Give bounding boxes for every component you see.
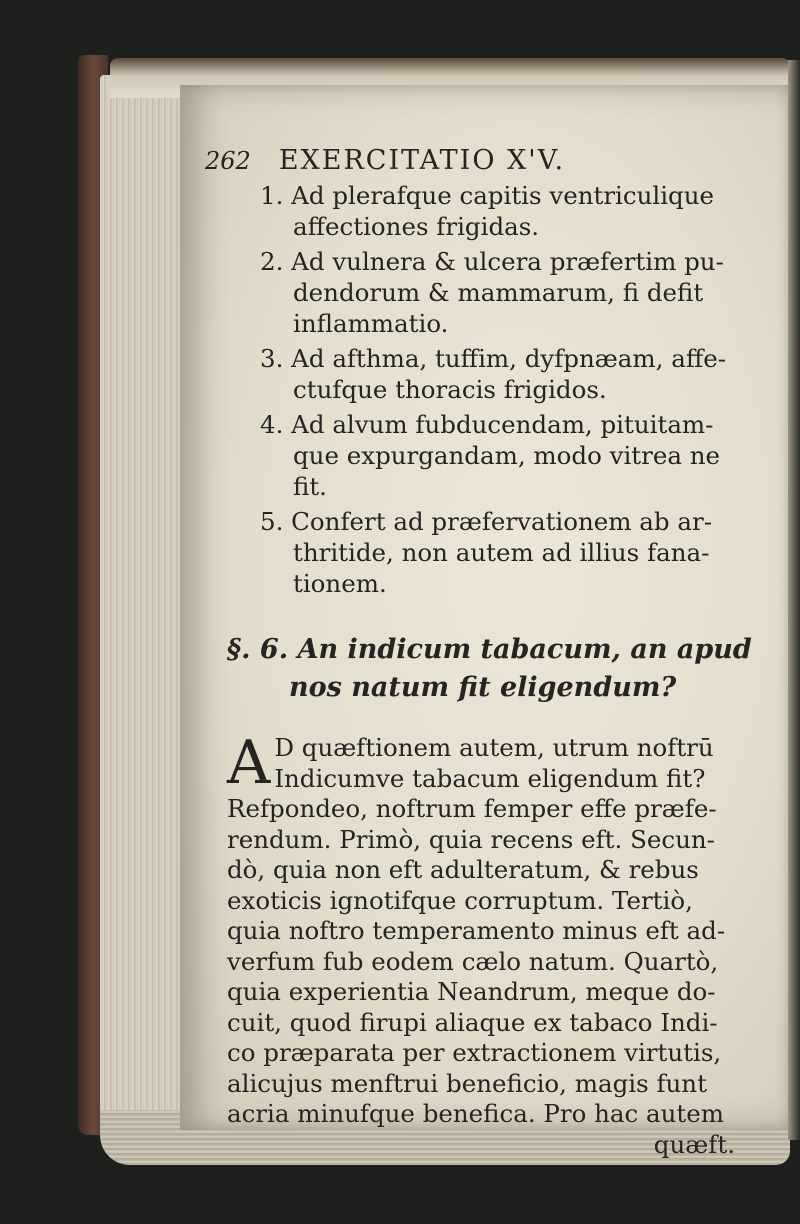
paragraph-line: cuit, quod firupi aliaque ex tabaco Indi- [227, 1007, 718, 1037]
paragraph-line: rendum. Primò, quia recens eft. Secun- [227, 824, 715, 854]
drop-cap: A [227, 728, 271, 798]
catchword: quæft. [653, 1129, 735, 1159]
paragraph-line: Indicumve tabacum eligendum fit? [274, 763, 706, 793]
paragraph-line: D quæftionem autem, utrum noftrū [274, 733, 714, 762]
list-item-line: 5. Confert ad præfervationem ab ar- [260, 507, 712, 536]
section-heading-line: nos natum fit eligendum? [289, 672, 677, 703]
paragraph-line: Refpondeo, noftrum femper effe præfe- [227, 794, 717, 823]
list-item-line: tionem. [293, 569, 387, 598]
list-item-line: affectiones frigidas. [293, 212, 540, 241]
gutter-shadow [788, 60, 800, 1140]
paragraph-line: co præparata per extractionem virtutis, [227, 1038, 722, 1067]
paragraph-line: alicujus menftrui beneficio, magis funt [227, 1068, 707, 1098]
list-item-line: ctufque thoracis frigidos. [293, 375, 607, 404]
numbered-list [205, 180, 775, 599]
page-text [205, 145, 775, 1160]
paragraph-line: acria minufque benefica. Pro hac autem [227, 1099, 725, 1128]
list-item [205, 343, 775, 405]
list-item-line: fit. [293, 472, 327, 501]
paragraph-line: dò, quia non eft adulteratum, & rebus [227, 855, 699, 884]
list-item-line: dendorum & mammarum, fi defit [293, 278, 704, 307]
list-item-line: thritide, non autem ad illius fana- [293, 538, 710, 567]
body-paragraph [227, 728, 775, 1160]
paragraph-line: verfum fub eodem cælo natum. Quartò, [227, 946, 719, 976]
paragraph-line: quia noftro temperamento minus eft ad- [227, 916, 726, 945]
list-item [205, 246, 775, 339]
paragraph-line: exoticis ignotifque corruptum. Tertiò, [227, 885, 693, 915]
list-item-line: 4. Ad alvum fubducendam, pituitam- [260, 410, 714, 439]
list-item [205, 180, 775, 242]
list-item-line: 3. Ad afthma, tuffim, dyfpnæam, affe- [260, 344, 727, 373]
list-item [205, 409, 775, 502]
list-item-line: 2. Ad vulnera & ulcera præfertim pu- [260, 247, 724, 276]
section-heading-line: §. 6. An indicum tabacum, an apud [227, 634, 752, 665]
list-item [205, 506, 775, 599]
section-heading [205, 631, 775, 707]
paragraph-line: quia experientia Neandrum, meque do- [227, 977, 716, 1006]
running-head [205, 145, 775, 176]
list-item-line: inflammatio. [293, 309, 449, 338]
list-item-line: 1. Ad plerafque capitis ventriculique [260, 181, 715, 210]
list-item-line: que expurgandam, modo vitrea ne [293, 441, 721, 470]
page-number: 262 [205, 147, 251, 175]
running-title: EXERCITATIO X'V. [278, 145, 566, 176]
